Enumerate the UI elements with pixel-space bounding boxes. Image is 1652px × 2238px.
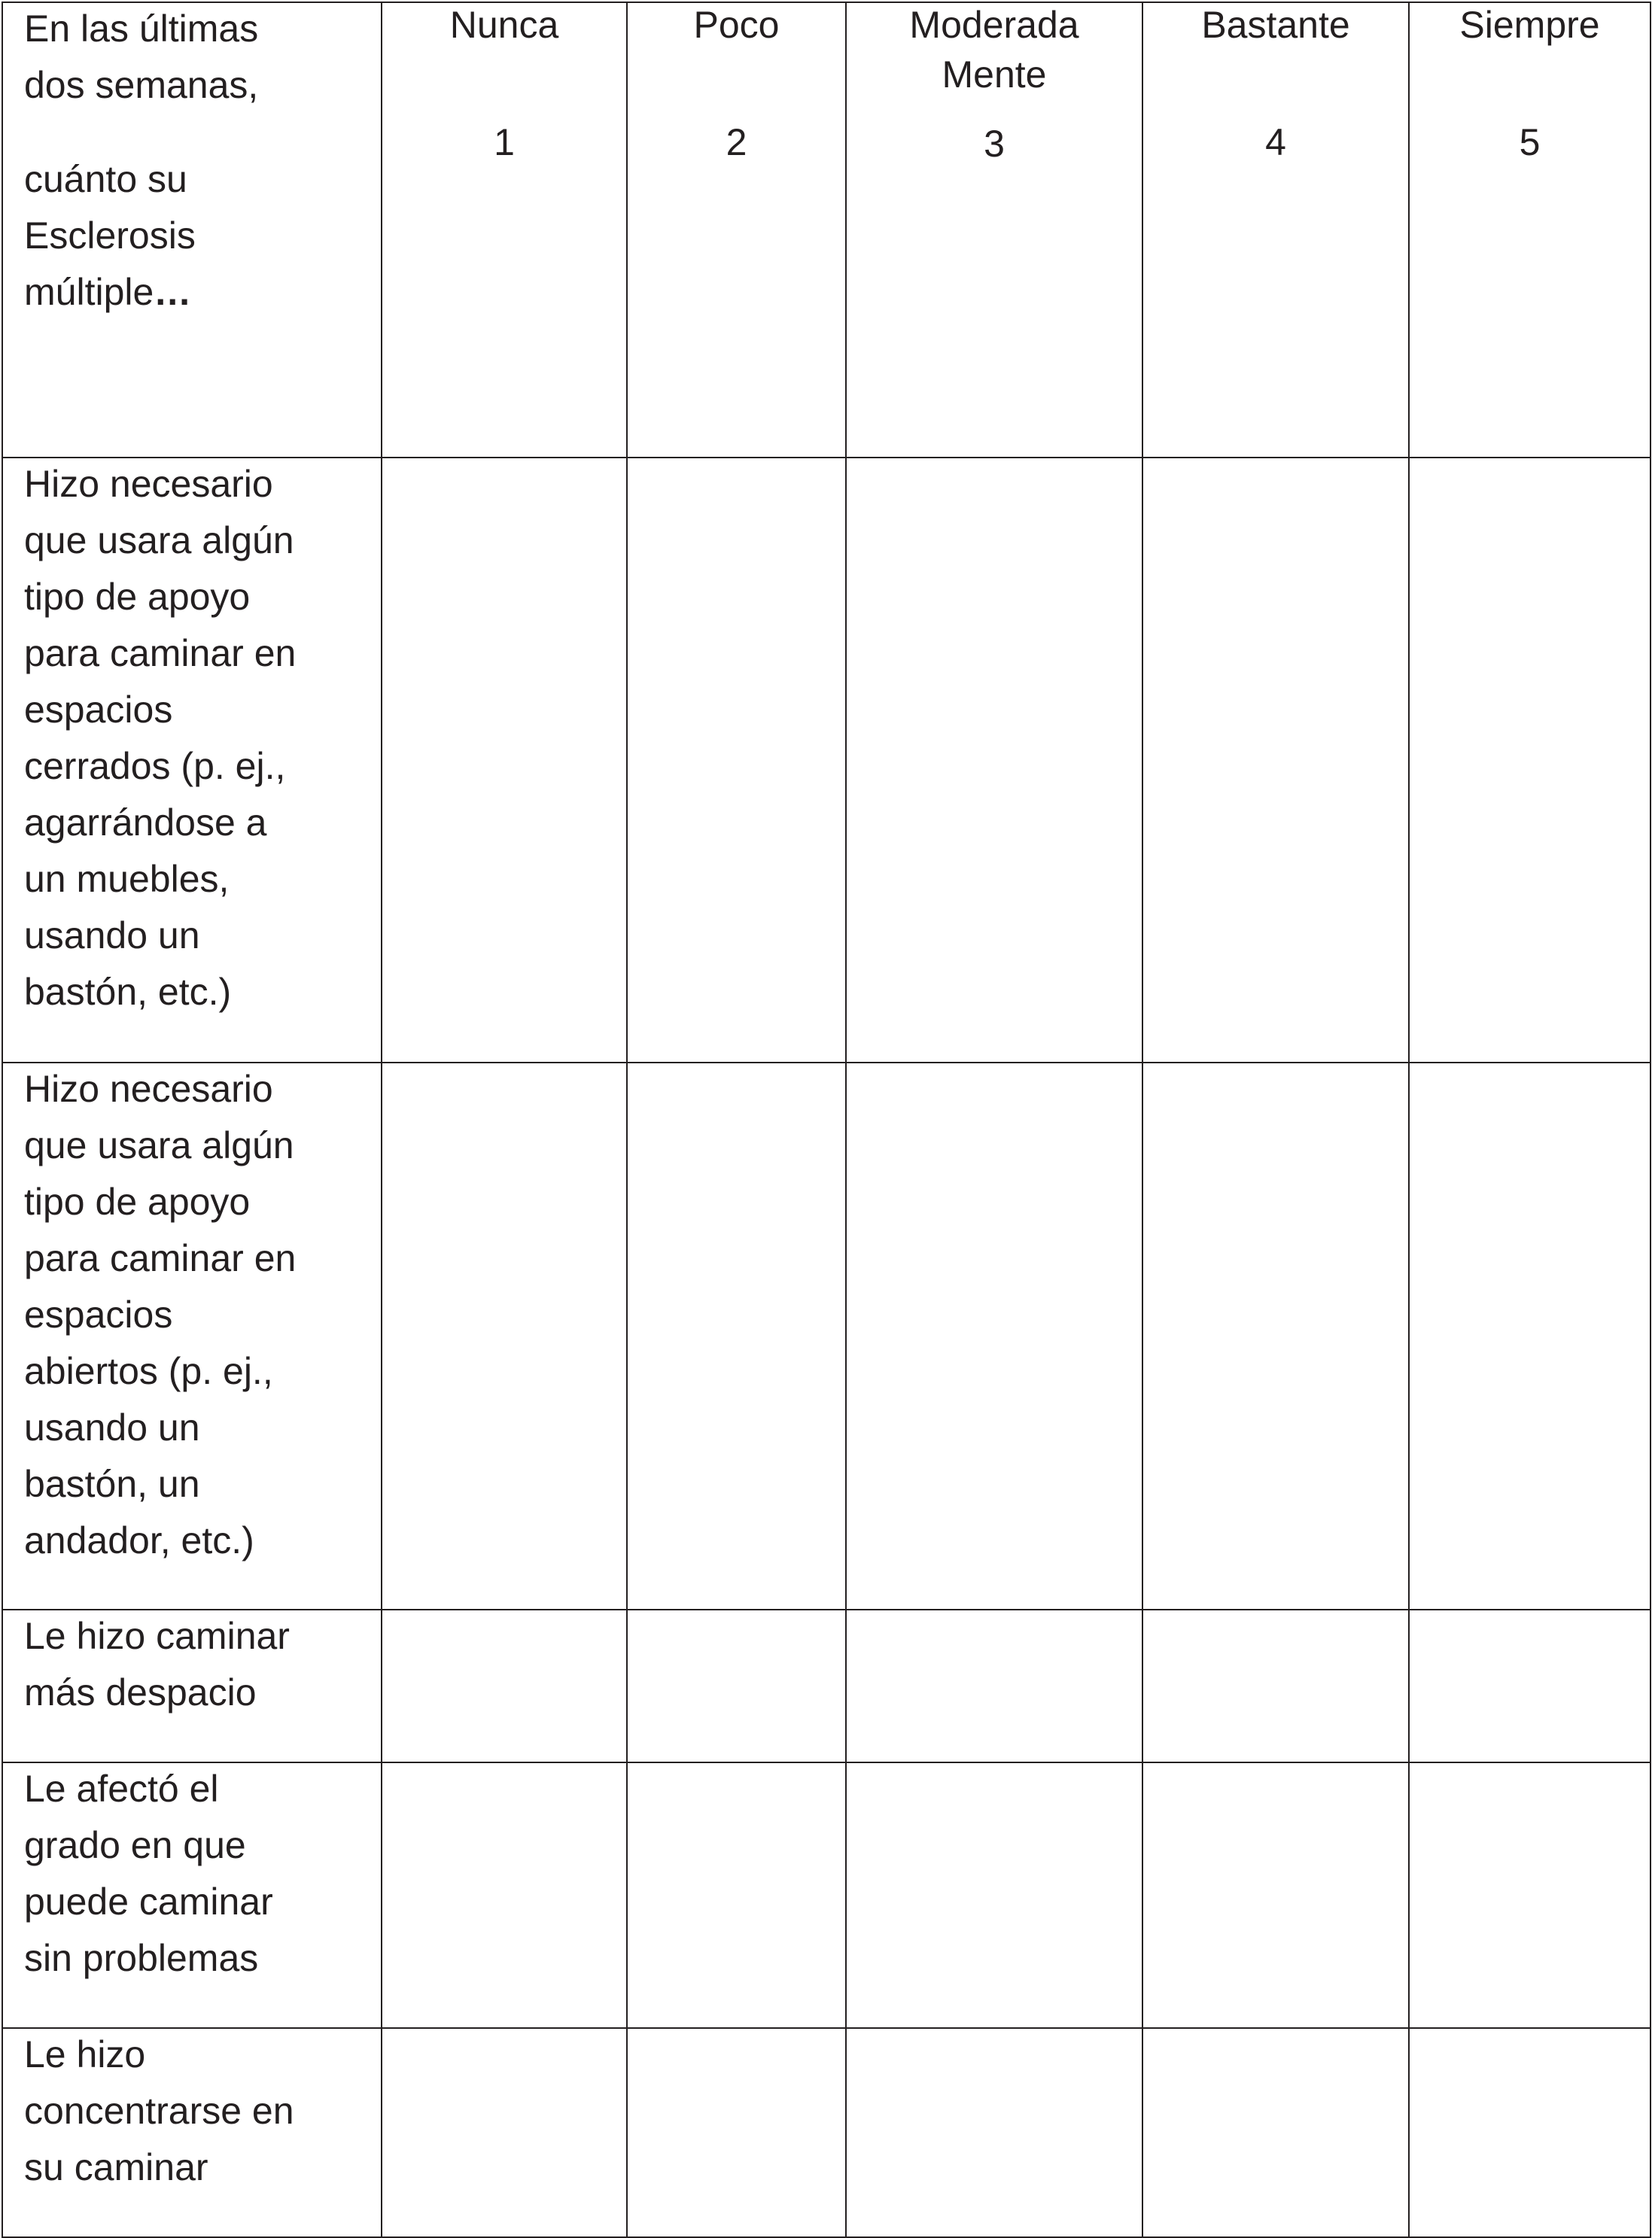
answer-cell[interactable] (627, 2028, 846, 2237)
item-text (3, 1061, 381, 1569)
intro-line (24, 264, 381, 321)
answer-cell[interactable] (382, 2028, 627, 2237)
option-label: Poco (693, 4, 780, 46)
item-line: puede caminar (24, 1881, 273, 1923)
item-line: que usara algún (24, 519, 294, 561)
table-row (2, 1610, 1650, 1762)
item-line: para caminar en (24, 632, 297, 674)
answer-cell[interactable] (846, 1762, 1142, 2028)
answer-cell[interactable] (1142, 458, 1409, 1063)
table-row (2, 458, 1650, 1063)
option-label-line: Moderada (909, 4, 1079, 46)
item-line: Hizo necesario (24, 463, 273, 505)
item-line: usando un (24, 1406, 200, 1449)
table-row (2, 2028, 1650, 2237)
option-label: Nunca (449, 4, 559, 46)
option-header-nunca (382, 2, 627, 458)
answer-cell[interactable] (846, 2028, 1142, 2237)
intro-line: dos semanas, (24, 64, 259, 106)
item-cell (2, 1762, 382, 2028)
item-line: bastón, un (24, 1463, 200, 1505)
intro-line: En las últimas (24, 8, 259, 50)
answer-cell[interactable] (1142, 1610, 1409, 1762)
answer-cell[interactable] (382, 1762, 627, 2028)
item-text (3, 1761, 381, 1987)
item-text (3, 2027, 381, 2196)
option-value: 2 (726, 121, 747, 163)
answer-cell[interactable] (1409, 1610, 1650, 1762)
item-line: cerrados (p. ej., (24, 745, 286, 787)
item-line: andador, etc.) (24, 1519, 254, 1561)
answer-cell[interactable] (1409, 2028, 1650, 2237)
answer-cell[interactable] (627, 1063, 846, 1610)
answer-cell[interactable] (382, 1610, 627, 1762)
answer-cell[interactable] (846, 1610, 1142, 1762)
intro-line: cuánto su (24, 158, 187, 200)
item-cell (2, 458, 382, 1063)
item-line: concentrarse en (24, 2090, 294, 2132)
item-line: tipo de apoyo (24, 1181, 251, 1223)
item-line: espacios (24, 689, 173, 731)
answer-cell[interactable] (846, 1063, 1142, 1610)
answer-cell[interactable] (1142, 1063, 1409, 1610)
option-header-poco (627, 2, 846, 458)
item-line: que usara algún (24, 1124, 294, 1166)
item-line: para caminar en (24, 1237, 297, 1279)
item-line: más despacio (24, 1671, 257, 1713)
intro-text (3, 1, 381, 321)
item-cell (2, 1063, 382, 1610)
item-cell (2, 2028, 382, 2237)
option-value: 1 (494, 121, 515, 163)
answer-cell[interactable] (627, 1762, 846, 2028)
answer-cell[interactable] (1142, 2028, 1409, 2237)
table-row (2, 1063, 1650, 1610)
item-text (3, 1608, 381, 1721)
answer-cell[interactable] (382, 1063, 627, 1610)
answer-cell[interactable] (846, 458, 1142, 1063)
item-cell (2, 1610, 382, 1762)
option-label-line: Mente (942, 53, 1047, 96)
answer-cell[interactable] (382, 458, 627, 1063)
intro-line-text: múltiple (24, 271, 154, 313)
item-line: Le hizo caminar (24, 1615, 290, 1657)
item-line: agarrándose a (24, 801, 267, 844)
option-value: 5 (1519, 121, 1541, 163)
item-line: grado en que (24, 1824, 246, 1866)
item-line: usando un (24, 914, 200, 956)
option-label (847, 0, 1142, 99)
answer-cell[interactable] (627, 1610, 846, 1762)
option-label: Bastante (1201, 4, 1350, 46)
item-line: Le hizo (24, 2033, 146, 2075)
item-line: espacios (24, 1294, 173, 1336)
item-line: su caminar (24, 2146, 208, 2188)
answer-cell[interactable] (1409, 458, 1650, 1063)
answer-cell[interactable] (1142, 1762, 1409, 2028)
intro-ellipsis: … (154, 271, 192, 313)
option-header-bastante (1142, 2, 1409, 458)
option-label: Siempre (1459, 4, 1600, 46)
item-line: un muebles, (24, 858, 230, 900)
option-value: 4 (1265, 121, 1286, 163)
item-line: Hizo necesario (24, 1068, 273, 1110)
table-row (2, 1762, 1650, 2028)
walking-scale-table (2, 2, 1651, 2238)
item-text (3, 456, 381, 1020)
intro-cell (2, 2, 382, 458)
intro-gap (24, 114, 381, 151)
option-header-moderadamente (846, 2, 1142, 458)
item-line: bastón, etc.) (24, 971, 232, 1013)
item-line: sin problemas (24, 1937, 259, 1979)
header-row (2, 2, 1650, 458)
item-line: Le afectó el (24, 1768, 219, 1810)
intro-line: Esclerosis (24, 214, 196, 257)
item-line: tipo de apoyo (24, 576, 251, 618)
answer-cell[interactable] (1409, 1762, 1650, 2028)
answer-cell[interactable] (1409, 1063, 1650, 1610)
option-header-siempre (1409, 2, 1650, 458)
item-line: abiertos (p. ej., (24, 1350, 273, 1392)
option-value: 3 (984, 123, 1005, 165)
answer-cell[interactable] (627, 458, 846, 1063)
